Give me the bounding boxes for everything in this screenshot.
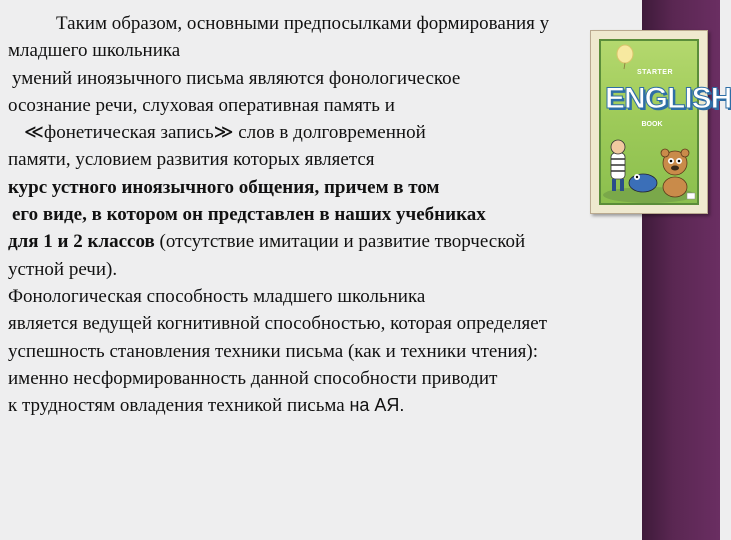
- text-line: осознание речи, слуховая оперативная память и: [8, 94, 395, 116]
- text-line: является ведущей когнитивной способностью, которая определяет: [8, 313, 547, 335]
- text-segment: к трудностям овладения техникой письма: [8, 395, 350, 417]
- slide-text-body: [8, 10, 731, 419]
- text-line: Фонологическая способность младшего школьника: [8, 285, 426, 307]
- text-line: умений иноязычного письма являются фонологическое: [12, 67, 461, 89]
- text-segment: (отсутствие имитации и развитие творческой: [154, 231, 526, 253]
- book-subtitle: BOOK: [641, 121, 663, 128]
- text-line: Таким образом, основными предпосылками формирования у: [56, 13, 550, 34]
- text-line: устной речи).: [8, 258, 118, 280]
- book-series-label: STARTER: [637, 69, 674, 76]
- text-line: младшего школьника: [8, 40, 181, 62]
- book-title: ENGLISH: [605, 82, 731, 115]
- text-line: памяти, условием развития которых является: [8, 149, 375, 171]
- text-line-bold: его виде, в котором он представлен в наших учебниках: [12, 204, 486, 226]
- text-line-mixed: [8, 228, 720, 255]
- text-line: ≪фонетическая запись≫ слов в долговременной: [24, 122, 426, 144]
- text-line-mixed: [8, 392, 720, 419]
- text-line: успешность становления техники письма (как и техники чтения):: [8, 340, 539, 362]
- text-bold-segment: для 1 и 2 классов: [8, 231, 155, 253]
- text-line: именно несформированность данной способности приводит: [8, 367, 498, 389]
- text-segment-sans: на АЯ.: [349, 395, 405, 416]
- text-line-bold: курс устного иноязычного общения, причем в том: [8, 176, 440, 198]
